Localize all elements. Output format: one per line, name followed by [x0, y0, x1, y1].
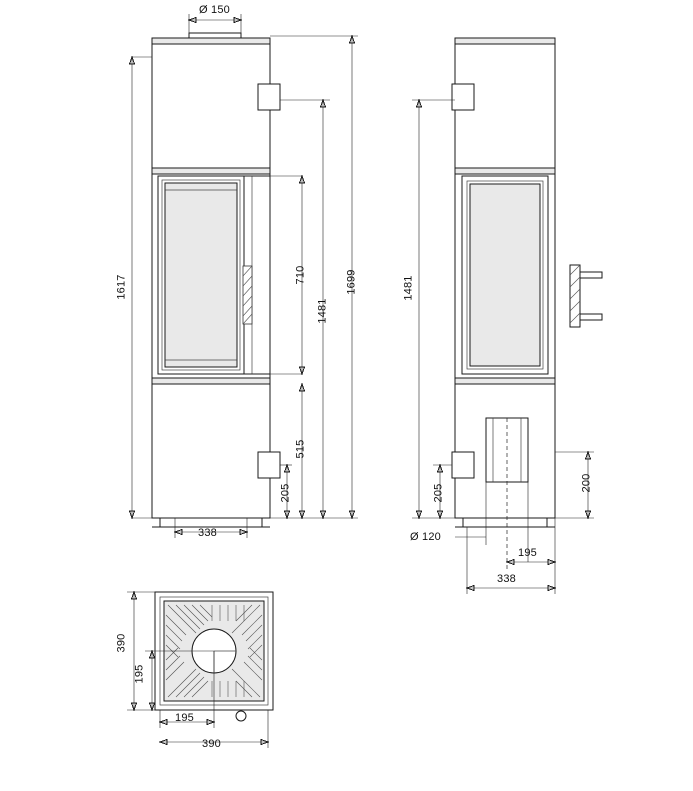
dim-front-width: 338	[198, 527, 217, 539]
dim-side-foot-height: 205	[432, 483, 445, 503]
dim-front-height-body: 1617	[115, 274, 128, 300]
dim-front-total-height: 1699	[345, 269, 358, 295]
dim-flue-diameter-top: Ø 150	[199, 4, 230, 16]
dim-front-foot-height: 205	[279, 483, 292, 503]
dim-side-depth: 338	[497, 573, 516, 585]
dim-top-width: 390	[202, 738, 221, 750]
dim-top-depth: 390	[115, 633, 128, 653]
dim-side-rear-outlet-depth: 195	[518, 547, 537, 559]
dim-top-inner-depth: 195	[133, 664, 146, 684]
dim-side-rear-outlet-height: 200	[580, 473, 593, 493]
dim-top-inner-width: 195	[175, 712, 194, 724]
dim-flue-diameter-rear: Ø 120	[410, 531, 441, 543]
dim-front-glass-height: 710	[294, 265, 307, 285]
dim-front-firebox-top: 1481	[316, 298, 329, 324]
dim-front-base-height: 515	[294, 439, 307, 459]
dim-side-firebox-top: 1481	[402, 275, 415, 301]
